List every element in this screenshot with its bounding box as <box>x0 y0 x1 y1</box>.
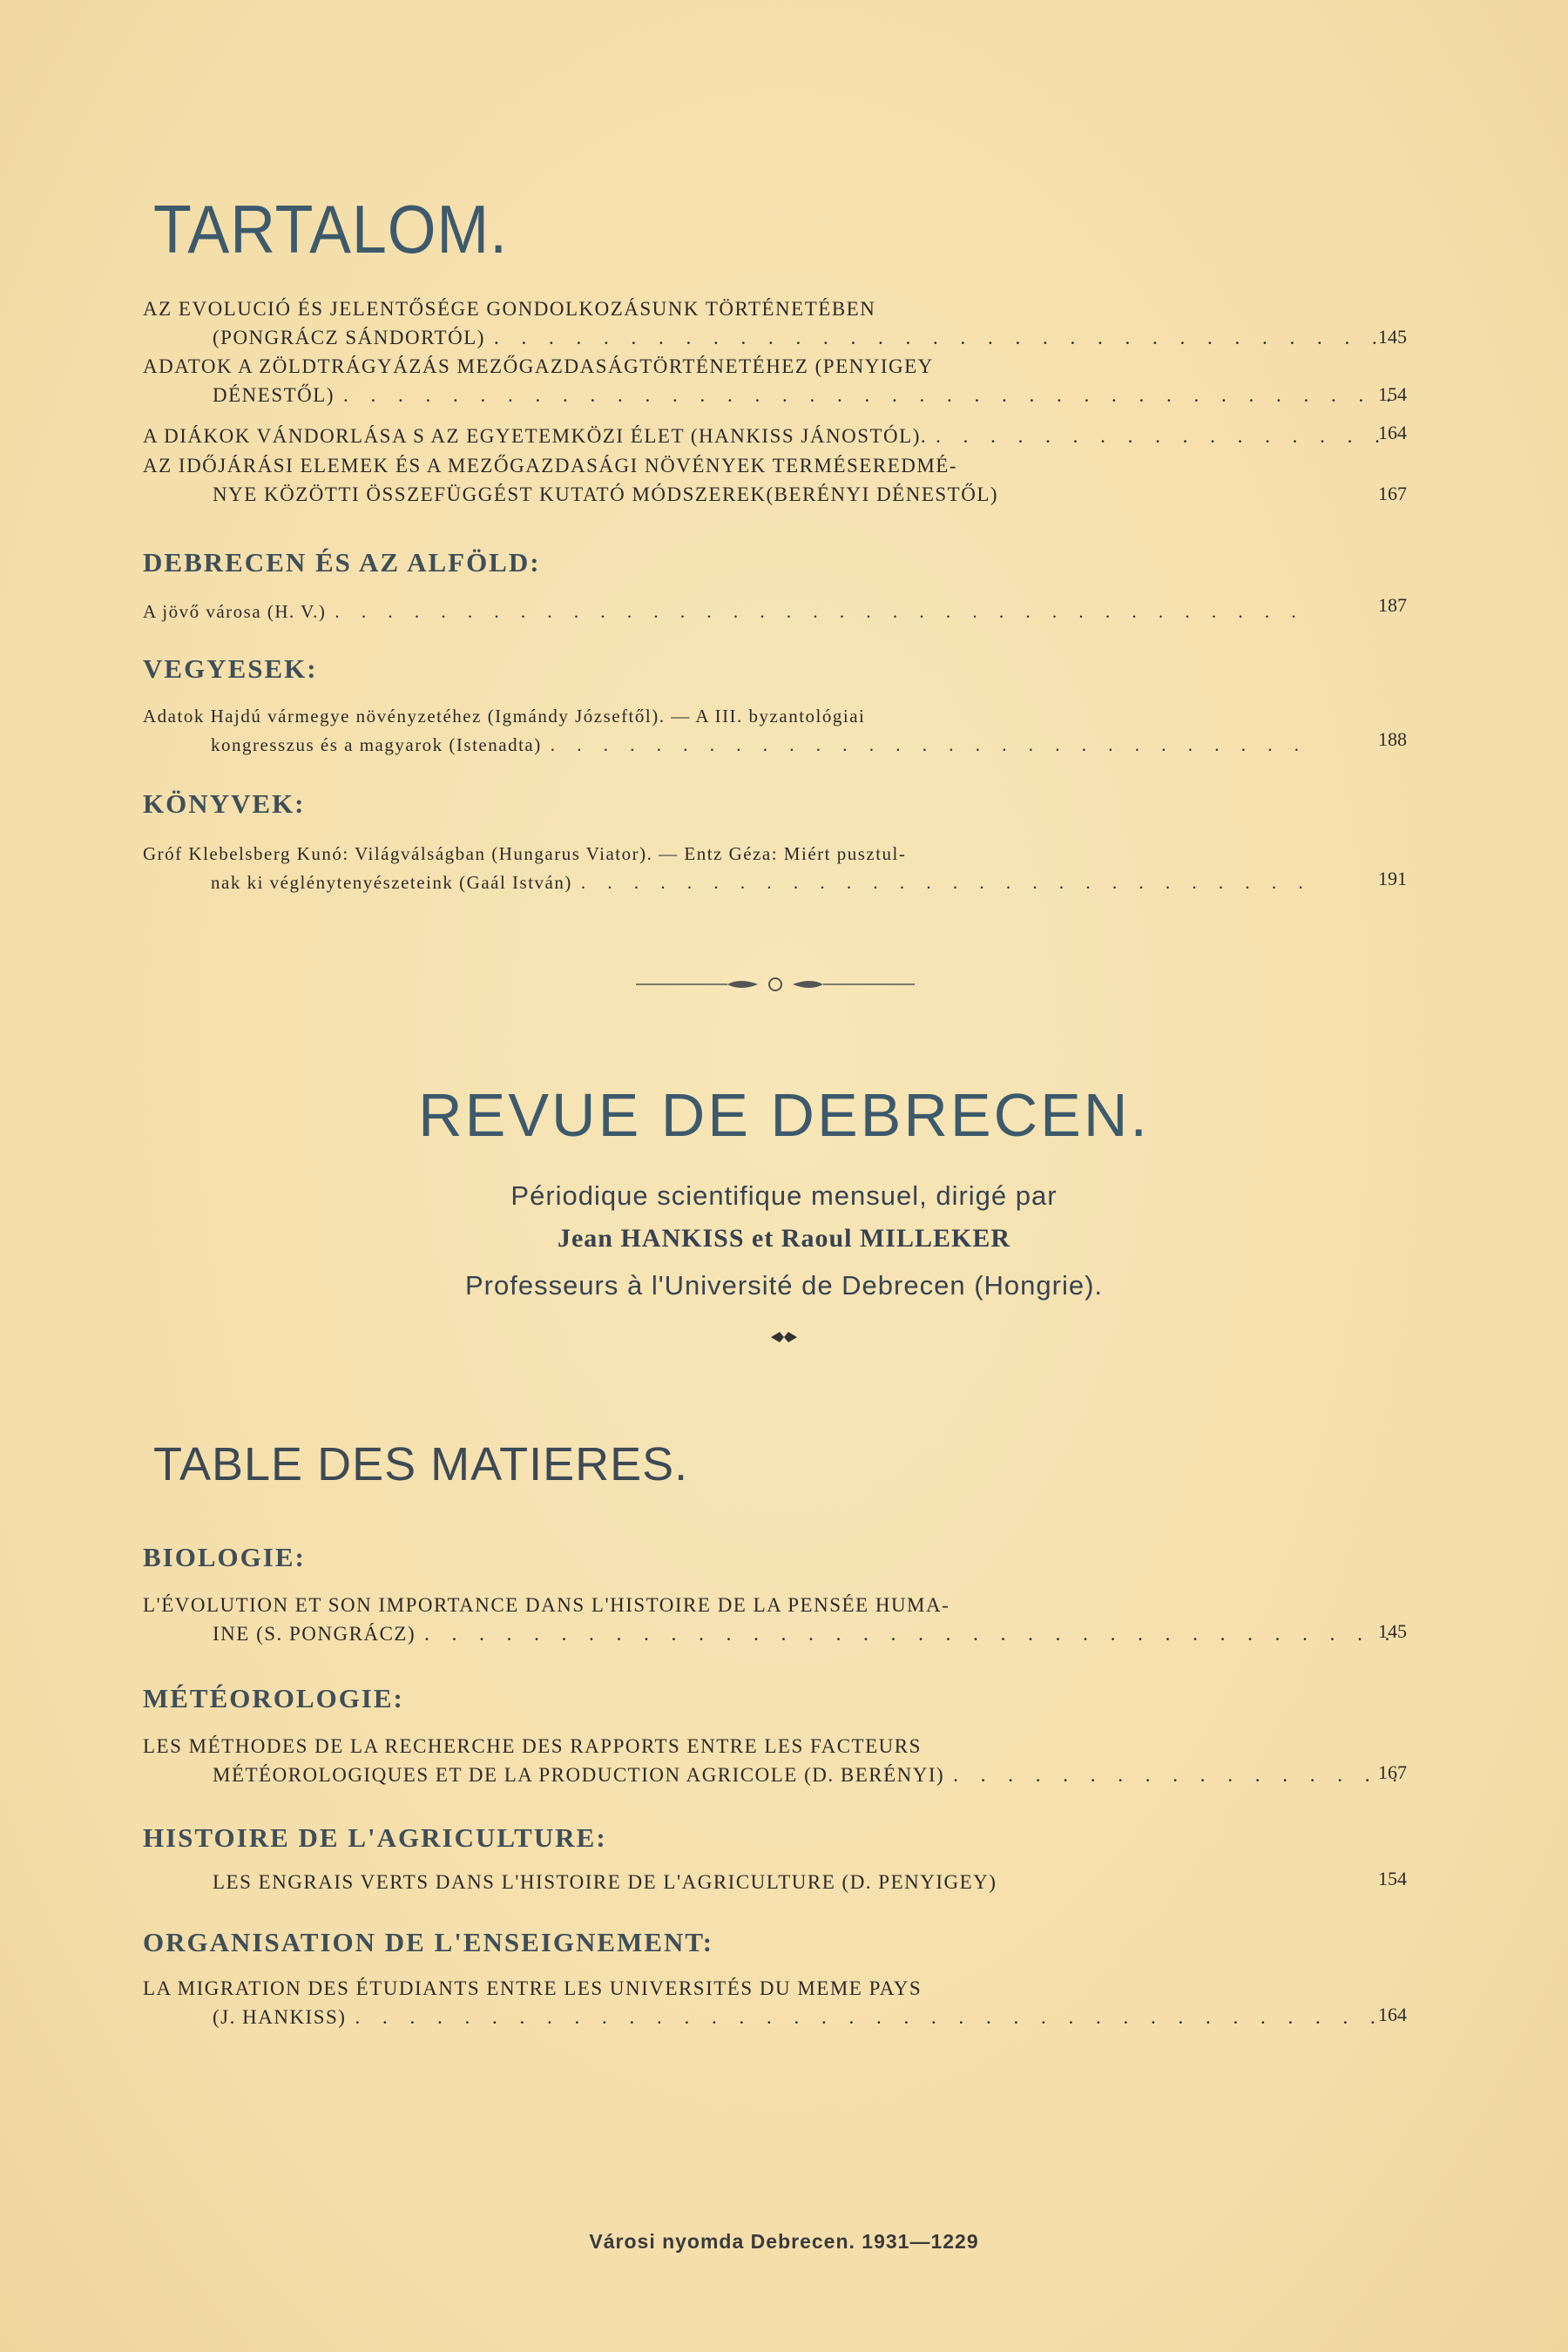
table-title: TABLE DES MATIERES. <box>153 1438 689 1490</box>
leader-dots <box>494 323 1397 352</box>
section-heading: BIOLOGIE: <box>143 1542 306 1572</box>
toc-entry-line: (J. HANKISS) <box>213 2006 347 2028</box>
leader-dots <box>551 731 1310 760</box>
leader-dots <box>343 381 1397 409</box>
toc-entry <box>143 598 1319 626</box>
toc-entry <box>143 352 1406 409</box>
section-heading: ORGANISATION DE L'ENSEIGNEMENT: <box>143 1927 714 1957</box>
section-heading: MÉTÉOROLOGIE: <box>143 1683 404 1713</box>
toc-entry-line: A jövő városa (H. V.) <box>143 601 327 622</box>
page-number: 164 <box>1378 2004 1407 2025</box>
leader-dots <box>335 598 1310 626</box>
leader-dots <box>581 868 1310 897</box>
section-heading: HISTOIRE DE L'AGRICULTURE: <box>143 1822 607 1853</box>
toc-entry-line: LES ENGRAIS VERTS DANS L'HISTOIRE DE L'AGRICULTURE (D. PENYIGEY) <box>213 1871 997 1893</box>
toc-entry-line: nak ki véglénytenyészeteink (Gaál István) <box>211 872 572 893</box>
toc-entry <box>143 294 1406 352</box>
toc-entry-line: MÉTÉOROLOGIQUES ET DE LA PRODUCTION AGRICOLE (D. BERÉNYI) <box>213 1764 945 1786</box>
leader-dots <box>424 1619 1397 1648</box>
toc-entry-line: L'ÉVOLUTION ET SON IMPORTANCE DANS L'HISTOIRE DE LA PENSÉE HUMA- <box>143 1594 950 1616</box>
toc-entry-line: LES MÉTHODES DE LA RECHERCHE DES RAPPORTS ENTRE LES FACTEURS <box>143 1735 922 1757</box>
toc-entry-line: A DIÁKOK VÁNDORLÁSA S AZ EGYETEMKÖZI ÉLET (HANKISS JÁNOSTÓL). . . . <box>143 422 1406 450</box>
tartalom-title: TARTALOM. <box>153 191 508 267</box>
revue-editors: Jean HANKISS et Raoul MILLEKER <box>557 1224 1011 1253</box>
revue-title: REVUE DE DEBRECEN. <box>418 1081 1150 1149</box>
toc-entry <box>143 1974 1406 2031</box>
section-heading: VEGYESEK: <box>143 653 318 684</box>
page-number: 154 <box>1378 383 1407 405</box>
toc-entry <box>143 1868 1406 1896</box>
toc-entry <box>143 840 1319 897</box>
section-heading: DEBRECEN ÉS AZ ALFÖLD: <box>143 547 541 578</box>
revue-subtitle: Périodique scientifique mensuel, dirigé par <box>510 1180 1058 1211</box>
toc-entry-line: INE (S. PONGRÁCZ) <box>213 1623 416 1645</box>
toc-entry-line: (PONGRÁCZ SÁNDORTÓL) . . . <box>143 323 1406 352</box>
ornament-small <box>740 1328 828 1346</box>
page-number: 145 <box>1378 1620 1407 1642</box>
toc-entry-line: NYE KÖZÖTTI ÖSSZEFÜGGÉST KUTATÓ MÓDSZEREK(BERÉNYI DÉNESTŐL) <box>213 483 999 505</box>
toc-entry <box>143 1591 1406 1648</box>
revue-affiliation: Professeurs à l'Université de Debrecen (Hongrie). <box>464 1270 1104 1301</box>
toc-entry-line: AZ EVOLUCIÓ ÉS JELENTŐSÉGE GONDOLKOZÁSUNK TÖRTÉNETÉBEN <box>143 298 876 320</box>
page-number: 167 <box>1378 1761 1407 1783</box>
page-number: 164 <box>1378 422 1407 443</box>
toc-entry-line: AZ IDŐJÁRÁSI ELEMEK ÉS A MEZŐGAZDASÁGI NÖVÉNYEK TERMÉSEREDMÉ- <box>143 455 958 476</box>
toc-entry-line: Adatok Hajdú vármegye növényzetéhez (Igmándy Józseftől). — A III. byzantológiai <box>143 706 866 727</box>
toc-entry <box>143 422 1406 450</box>
toc-entry <box>143 1732 1406 1789</box>
toc-entry-line: DÉNESTŐL) . . . <box>143 381 1406 409</box>
leader-dots <box>953 1761 1397 1789</box>
toc-entry-line: LA MIGRATION DES ÉTUDIANTS ENTRE LES UNIVERSITÉS DU MEME PAYS <box>143 1977 923 1999</box>
toc-entry-line: Gróf Klebelsberg Kunó: Világválságban (Hungarus Viator). — Entz Géza: Miért pusztul- <box>143 843 907 864</box>
toc-entry-line: ADATOK A ZÖLDTRÁGYÁZÁS MEZŐGAZDASÁGTÖRTÉNETÉHEZ (PENYIGEY <box>143 355 934 377</box>
toc-entry <box>143 702 1319 760</box>
printer-footer: Városi nyomda Debrecen. 1931—1229 <box>589 2230 979 2253</box>
leader-dots <box>936 422 1397 450</box>
page-number: 145 <box>1378 326 1407 348</box>
page-number: 167 <box>1378 483 1407 504</box>
toc-entry-line: kongresszus és a magyarok (Istenadta) <box>211 734 542 755</box>
page-number: 154 <box>1378 1868 1407 1889</box>
ornament-divider <box>636 969 915 1000</box>
page-number: 187 <box>1378 594 1407 616</box>
page-number: 188 <box>1378 728 1407 750</box>
section-heading: KÖNYVEK: <box>143 788 306 819</box>
toc-entry <box>143 451 1406 509</box>
leader-dots <box>355 2003 1397 2031</box>
page-number: 191 <box>1378 868 1407 889</box>
